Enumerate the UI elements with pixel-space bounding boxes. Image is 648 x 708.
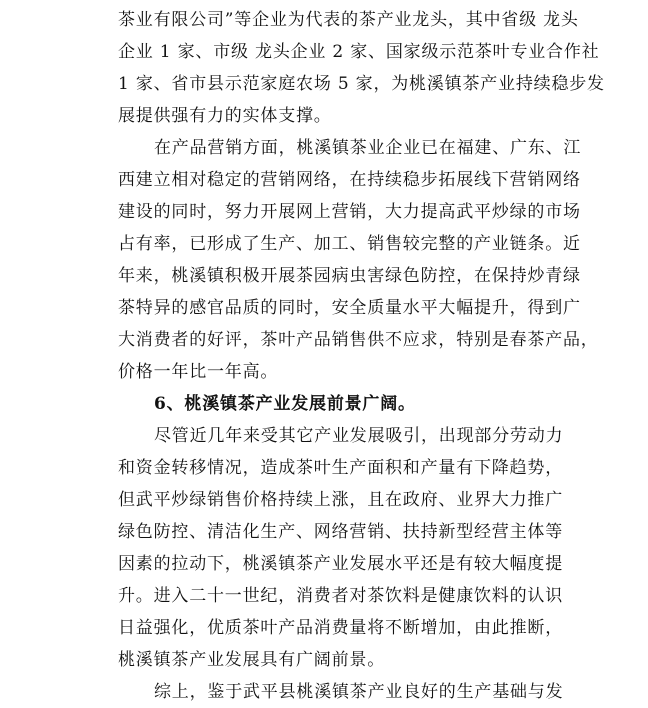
text-line: 茶业有限公司”等企业为代表的茶产业龙头，其中省级 龙头 [118,10,579,30]
text-line: 尽管近几年来受其它产业发展吸引，出现部分劳动力 [154,426,564,446]
text-line: 展提供强有力的实体支撑。 [118,106,332,126]
section-heading: 6、桃溪镇茶产业发展前景广阔。 [154,394,416,414]
text-line: 价格一年比一年高。 [118,362,279,382]
text-line: 西建立相对稳定的营销网络，在持续稳步拓展线下营销网络 [118,170,581,190]
text-line: 企业 1 家、市级 龙头企业 2 家、国家级示范茶叶专业合作社 [118,42,600,62]
text-line: 但武平炒绿销售价格持续上涨，且在政府、业界大力推广 [118,490,563,510]
text-line: 和资金转移情况，造成茶叶生产面积和产量有下降趋势， [118,458,563,478]
text-line: 因素的拉动下，桃溪镇茶产业发展水平还是有较大幅度提 [118,554,563,574]
text-line: 茶特异的感官品质的同时，安全质量水平大幅提升，得到广 [118,298,581,318]
section-heading-6 [118,388,550,420]
text-line: 升。进入二十一世纪，消费者对茶饮料是健康饮料的认识 [118,586,563,606]
text-line: 日益强化，优质茶叶产品消费量将不断增加，由此推断， [118,618,563,638]
text-line: 绿色防控、清洁化生产、网络营销、扶持新型经营主体等 [118,522,563,542]
paragraph-company-leaders [118,4,605,132]
paragraph-conclusion [118,676,564,708]
text-line: 桃溪镇茶产业发展具有广阔前景。 [118,650,385,670]
text-line: 年来，桃溪镇积极开展茶园病虫害绿色防控，在保持炒青绿 [118,266,581,286]
paragraph-prospects [118,420,564,676]
document-body [118,4,605,708]
text-line: 大消费者的好评，茶叶产品销售供不应求，特别是春茶产品， [118,330,599,350]
text-line: 在产品营销方面，桃溪镇茶业企业已在福建、广东、江 [154,138,582,158]
text-line: 1 家、省市县示范家庭农场 5 家，为桃溪镇茶产业持续稳步发 [118,74,605,94]
text-line: 占有率，已形成了生产、加工、销售较完整的产业链条。近 [118,234,581,254]
paragraph-marketing [118,132,599,388]
text-line: 建设的同时，努力开展网上营销，大力提高武平炒绿的市场 [118,202,581,222]
text-line: 综上，鉴于武平县桃溪镇茶产业良好的生产基础与发 [154,682,564,702]
